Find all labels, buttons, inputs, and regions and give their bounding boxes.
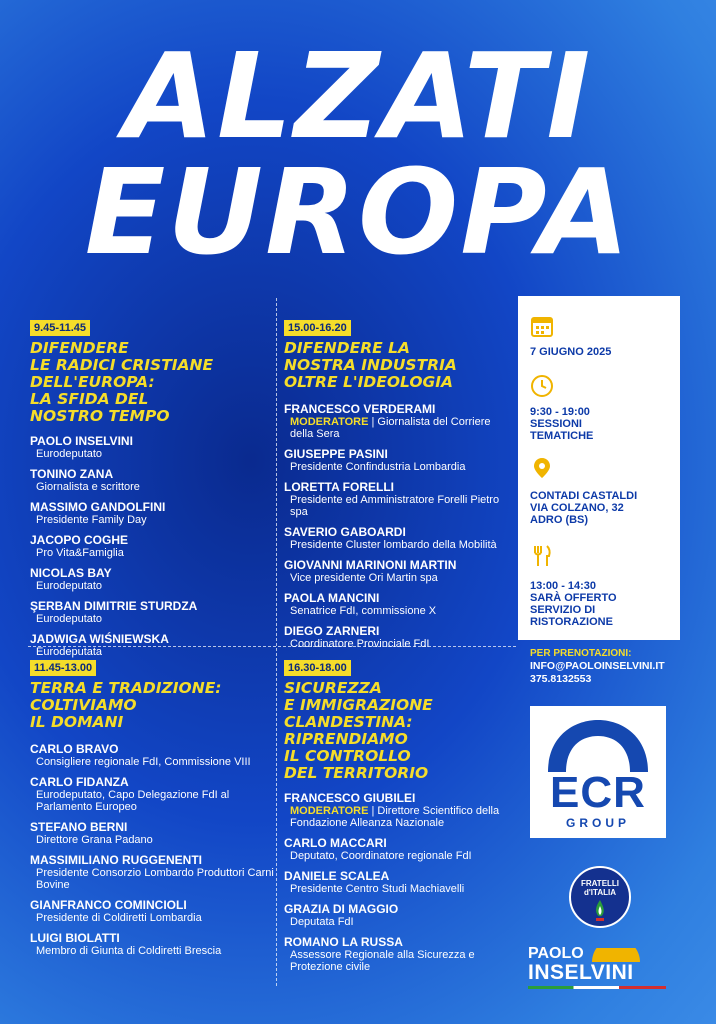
session-3 bbox=[30, 656, 274, 965]
booking-phone[interactable]: 375.8132553 bbox=[530, 673, 592, 685]
speaker-item: GIANFRANCO COMINCIOLI Presidente di Coldiretti Lombardia bbox=[30, 898, 202, 924]
sun-icon bbox=[588, 948, 644, 962]
session-time: 11.45-13.00 bbox=[30, 660, 96, 676]
speaker-item: GIOVANNI MARINONI MARTIN Vice presidente Ori Martin spa bbox=[284, 558, 457, 584]
speaker-item: CARLO BRAVO Consigliere regionale FdI, Commissione VIII bbox=[30, 742, 251, 768]
session-4 bbox=[284, 656, 514, 981]
session-time: 15.00-16.20 bbox=[284, 320, 351, 336]
speaker-item: LUIGI BIOLATTI Membro di Giunta di Coldiretti Brescia bbox=[30, 931, 222, 957]
session-title: SICUREZZA E IMMIGRAZIONE CLANDESTINA: RIPRENDIAMO IL CONTROLLO DEL TERRITORIO bbox=[284, 679, 433, 782]
event-place: CONTADI CASTALDI VIA COLZANO, 32 ADRO (BS) bbox=[530, 490, 638, 526]
speaker-item: DIEGO ZARNERI Coordinatore Provinciale FdI bbox=[284, 624, 430, 650]
fratelli-italia-logo: FRATELLI d'ITALIA bbox=[569, 866, 631, 928]
column-divider bbox=[276, 298, 278, 986]
speaker-item: PAOLO INSELVINI Eurodeputato bbox=[30, 434, 133, 460]
map-pin-icon bbox=[530, 456, 554, 480]
poster-title-line2: EUROPA bbox=[84, 143, 632, 281]
session-title: DIFENDERE LE RADICI CRISTIANE DELL'EUROPA: LA SFIDA DEL NOSTRO TEMPO bbox=[30, 339, 214, 425]
booking-label: PER PRENOTAZIONI: bbox=[530, 648, 632, 659]
session-time: 16.30-18.00 bbox=[284, 660, 351, 676]
speaker-item: JACOPO COGHE Pro Vita&Famiglia bbox=[30, 533, 129, 559]
session-title: DIFENDERE LA NOSTRA INDUSTRIA OLTRE L'IDEOLOGIA bbox=[284, 339, 457, 391]
paolo-inselvini-logo: PAOLO INSELVINI bbox=[528, 946, 670, 989]
speaker-item: ŞERBAN DIMITRIE STURDZA Eurodeputato bbox=[30, 599, 198, 625]
calendar-icon bbox=[530, 314, 554, 338]
ecr-arch-icon bbox=[544, 716, 652, 772]
speaker-item: TONINO ZANA Giornalista e scrittore bbox=[30, 467, 140, 493]
speaker-item: MASSIMO GANDOLFINI Presidente Family Day bbox=[30, 500, 166, 526]
ecr-group-logo: ECR GROUP bbox=[530, 706, 666, 838]
event-date: 7 GIUGNO 2025 bbox=[530, 346, 612, 358]
speaker-item: ROMANO LA RUSSA Assessore Regionale alla Sicurezza e Protezione civile bbox=[284, 935, 475, 973]
event-lunch: 13:00 - 14:30 SARÀ OFFERTO SERVIZIO DI RISTORAZIONE bbox=[530, 580, 617, 628]
speaker-item: PAOLA MANCINI Senatrice FdI, commissione X bbox=[284, 591, 437, 617]
speaker-item: FRANCESCO VERDERAMI MODERATORE | Giornalista del Corriere della Sera bbox=[284, 402, 491, 440]
speaker-item: JADWIGA WIŚNIEWSKA Eurodeputata bbox=[30, 632, 169, 658]
moderator-tag: MODERATORE bbox=[290, 805, 369, 817]
speaker-item: LORETTA FORELLI Presidente ed Amministratore Forelli Pietro spa bbox=[284, 480, 500, 518]
speaker-item: SAVERIO GABOARDI Presidente Cluster lombardo della Mobilità bbox=[284, 525, 497, 551]
speaker-item: FRANCESCO GIUBILEI MODERATORE | Direttore Scientifico della Fondazione Alleanza Nazionale bbox=[284, 791, 500, 829]
event-info-box bbox=[518, 296, 680, 640]
speaker-item: CARLO FIDANZA Eurodeputato, Capo Delegazione FdI al Parlamento Europeo bbox=[30, 775, 230, 813]
session-2 bbox=[284, 316, 514, 658]
booking-section bbox=[530, 648, 690, 686]
poster-title-line1: ALZATI bbox=[123, 27, 593, 165]
speaker-item: GRAZIA DI MAGGIO Deputata FdI bbox=[284, 902, 399, 928]
event-hours: 9:30 - 19:00 SESSIONI TEMATICHE bbox=[530, 406, 594, 442]
moderator-tag: MODERATORE bbox=[290, 416, 369, 428]
session-1 bbox=[30, 316, 274, 666]
booking-email[interactable]: INFO@PAOLOINSELVINI.IT bbox=[530, 660, 665, 672]
speaker-item: MASSIMILIANO RUGGENENTI Presidente Consorzio Lombardo Produttori Carni Bovine bbox=[30, 853, 274, 891]
speaker-item: STEFANO BERNI Direttore Grana Padano bbox=[30, 820, 153, 846]
session-title: TERRA E TRADIZIONE: COLTIVIAMO IL DOMANI bbox=[30, 679, 222, 731]
flame-icon bbox=[593, 900, 607, 922]
cutlery-icon bbox=[530, 544, 554, 568]
italian-flag-bar bbox=[528, 986, 666, 989]
clock-icon bbox=[530, 374, 554, 398]
speaker-item: CARLO MACCARI Deputato, Coordinatore regionale FdI bbox=[284, 836, 472, 862]
session-time: 9.45-11.45 bbox=[30, 320, 90, 336]
speaker-item: DANIELE SCALEA Presidente Centro Studi Machiavelli bbox=[284, 869, 465, 895]
speaker-item: NICOLAS BAY Eurodeputato bbox=[30, 566, 112, 592]
speaker-item: GIUSEPPE PASINI Presidente Confindustria Lombardia bbox=[284, 447, 466, 473]
